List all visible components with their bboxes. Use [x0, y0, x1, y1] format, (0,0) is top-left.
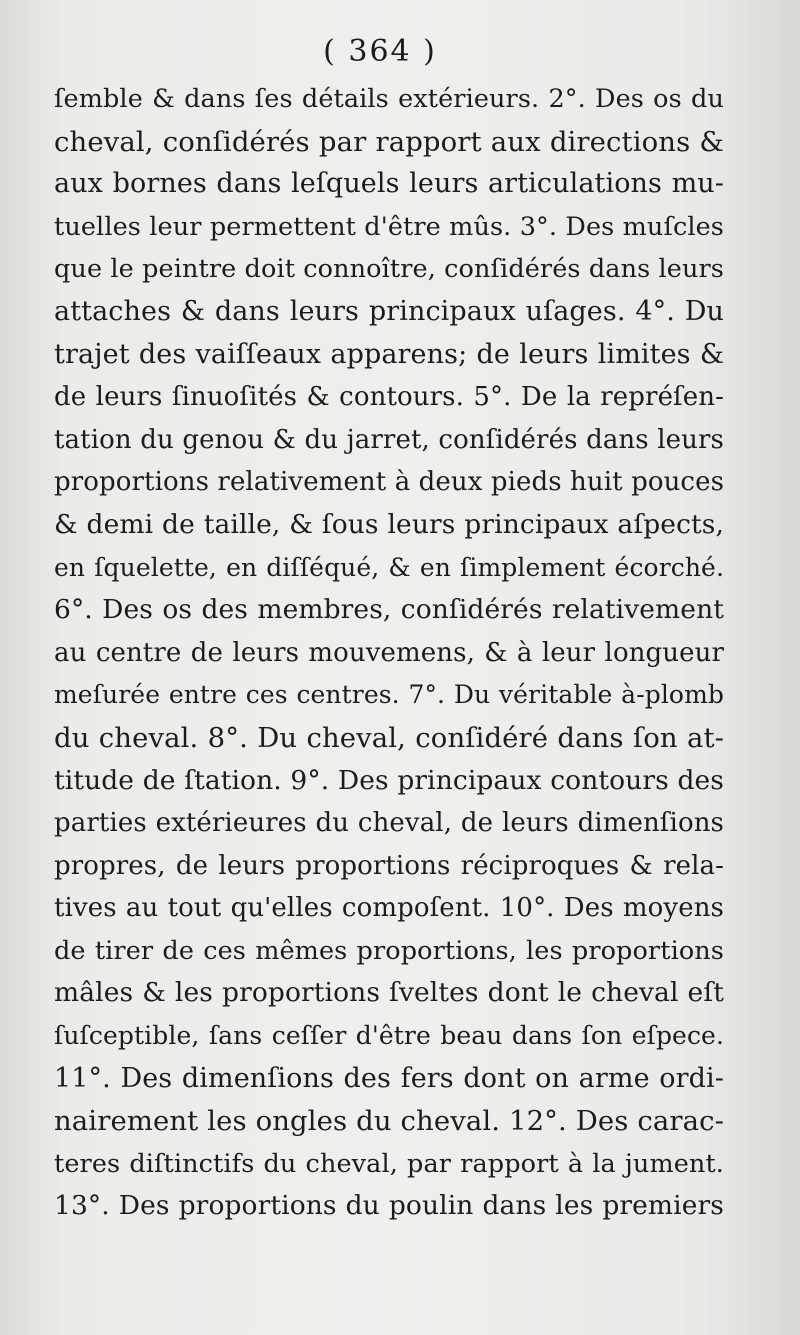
text-line: 11°. Des dimenſions des fers dont on arme ordi- [54, 1062, 724, 1094]
text-line: tuelles leur permettent d'être mûs. 3°. Des muſcles [54, 211, 724, 242]
text-line: mâles & les proportions ſveltes dont le cheval eſt [54, 977, 724, 1009]
text-line: proportions relativement à deux pieds huit pouces [54, 467, 725, 498]
text-line: nairement les ongles du cheval. 12°. Des carac- [54, 1105, 724, 1138]
text-line: aux bornes dans leſquels leurs articulations mu- [54, 168, 724, 200]
text-line: au centre de leurs mouvemens, & à leur longueur [54, 637, 724, 668]
text-line: que le peintre doit connoître, conſidérés dans leurs [54, 254, 724, 285]
text-line: parties extérieures du cheval, de leurs dimenſions [54, 808, 724, 839]
text-line: meſurée entre ces centres. 7°. Du véritable à-plomb [54, 680, 724, 710]
text-line: du cheval. 8°. Du cheval, conſidéré dans ſon at- [54, 721, 724, 754]
text-line: ſuſceptible, ſans ceſſer d'être beau dans ſon eſpece. [54, 1021, 724, 1051]
text-line: cheval, conſidérés par rapport aux directions & [54, 125, 724, 158]
text-line: 13°. Des proportions du poulin dans les premiers [54, 1190, 724, 1222]
body-text [54, 78, 724, 1228]
text-line: teres diſtinctifs du cheval, par rapport à la jument. [54, 1148, 724, 1179]
text-line: attaches & dans leurs principaux uſages. 4°. Du [54, 295, 724, 327]
text-line: propres, de leurs proportions réciproques & rela- [54, 850, 724, 881]
text-line: 6°. Des os des membres, conſidérés relativement [54, 594, 724, 626]
text-line: titude de ſtation. 9°. Des principaux contours des [54, 764, 724, 796]
text-line: tation du genou & du jarret, conſidérés dans leurs [54, 424, 724, 455]
page-number: ( 364 ) [323, 34, 437, 69]
text-line: trajet des vaiſſeaux apparens; de leurs limites & [54, 338, 724, 370]
text-line: de leurs ſinuoſités & contours. 5°. De la repréſen- [54, 382, 724, 413]
text-line: & demi de taille, & ſous leurs principaux aſpects, [54, 508, 724, 540]
text-line: de tirer de ces mêmes proportions, les proportions [54, 935, 724, 966]
text-line: tives au tout qu'elles compoſent. 10°. Des moyens [54, 893, 724, 924]
text-line: en ſquelette, en diſſéqué, & en ſimplement écorché. [54, 552, 724, 582]
text-line: ſemble & dans ſes détails extérieurs. 2°. Des os du [54, 84, 724, 114]
